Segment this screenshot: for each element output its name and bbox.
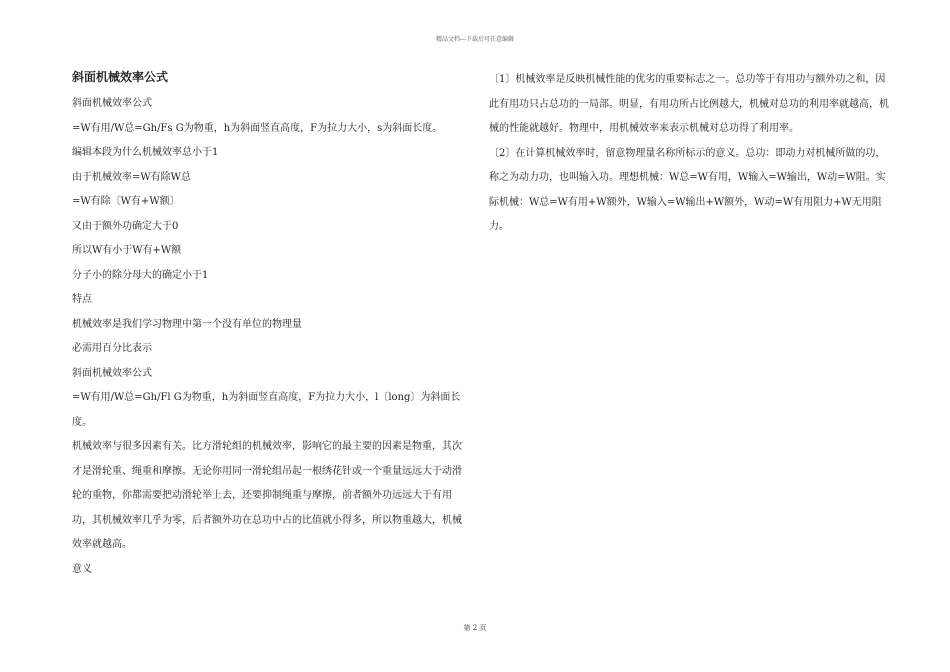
paragraph: 机械效率是我们学习物理中第一个没有单位的物理量 bbox=[72, 318, 302, 330]
paragraph: =W有除〔W有+W额〕 bbox=[72, 196, 180, 207]
paragraph: 斜面机械效率公式 bbox=[72, 367, 152, 379]
section-heading: 编辑本段为什么机械效率总小于1 bbox=[72, 147, 219, 158]
paragraph: 〔2〕在计算机械效率时，留意物理量名称所标示的意义。总功：即动力对机械所做的功，称之为动力功，也叫输入功。理想机械：W总=W有用，W输入=W输出，W动=W阻。实际机械：W总=W有用+W额外，W输入=W输出+W额外，W动=W有用阻力+W无用阻力。 bbox=[489, 147, 886, 232]
section-heading: 意义 bbox=[72, 563, 92, 575]
page-number: 第 2 页 bbox=[463, 624, 487, 632]
paragraph: 分子小的除分母大的确定小于1 bbox=[72, 269, 209, 281]
page-header: 精品文档---下载后可任意编辑 bbox=[435, 36, 515, 43]
right-column bbox=[489, 68, 889, 240]
paragraph: 斜面机械效率公式 bbox=[72, 98, 152, 109]
paragraph: 又由于额外功确定大于0 bbox=[72, 220, 179, 232]
left-column bbox=[72, 68, 464, 582]
document-title: 斜面机械效率公式 bbox=[72, 70, 169, 84]
paragraph: 〔1〕机械效率是反映机械性能的优劣的重要标志之一。总功等于有用功与额外功之和，因此有用功只占总功的一局部。明显，有用功所占比例越大，机械对总功的利用率就越高，机械的性能就越好。物理中，用机械效率来表示机械对总功得了利用率。 bbox=[489, 74, 889, 134]
paragraph: =W有用/W总=Gh/Fl G为物重，h为斜面竖直高度，F为拉力大小，l〔long〕为斜面长度。 bbox=[72, 392, 461, 428]
paragraph: 由于机械效率=W有除W总 bbox=[72, 171, 191, 183]
paragraph: =W有用/W总=Gh/Fs G为物重，h为斜面竖直高度，F为拉力大小，s为斜面长度。 bbox=[72, 122, 443, 134]
paragraph: 所以W有小于W有+W额 bbox=[72, 245, 182, 256]
section-heading: 特点 bbox=[72, 294, 92, 305]
paragraph: 机械效率与很多因素有关。比方滑轮组的机械效率，影响它的最主要的因素是物重，其次才是滑轮重、绳重和摩擦。无论你用同一滑轮组吊起一根绣花针或一个重量远远大于动滑轮的重物，你都需要把动滑轮举上去，还要抑制绳重与摩擦，前者额外功远远大于有用功，其机械效率几乎为零，后者额外功在总功中占的比值就小得多，所以物重越大，机械效率就越高。 bbox=[72, 441, 462, 550]
paragraph: 必需用百分比表示 bbox=[72, 343, 152, 354]
